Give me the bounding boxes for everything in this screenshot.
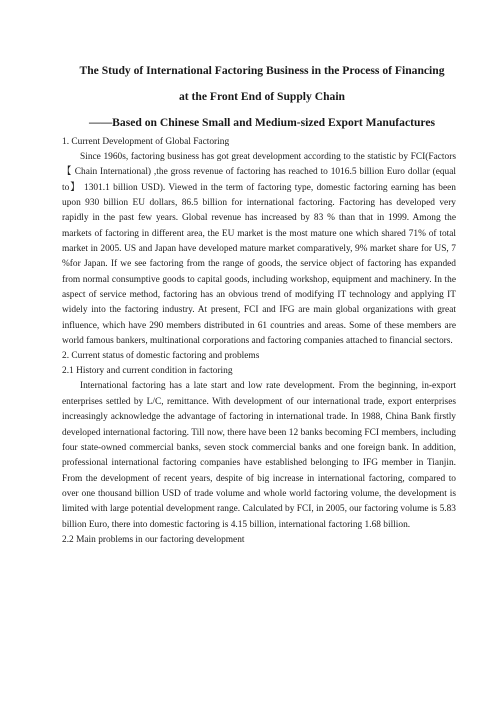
document-subtitle: ——Based on Chinese Small and Medium-sized Export Manufactures xyxy=(88,116,435,129)
section-2-1-heading: 2.1 History and current condition in factoring xyxy=(62,366,233,377)
section-1-paragraph: Since 1960s, factoring business has got great development according to the statistic by FCI(Factors【 Chain International) ,the gross revenue of factoring has reached to 1016.5 billion Euro dollar (equal to】 1301.1 billion USD). Viewed in the term of factoring type, domestic factoring earning has been upon 930 billion EU dollars, 86.5 billion for international factoring. Factoring has developed very rapidly in the past few years. Global revenue has increased by 83 % than that in 1999. Among the markets of factoring in different area, the EU market is the most mature one which shared 71% of total market in 2005. US and Japan have developed mature market comparatively, 9% market share for US, 7 %for Japan. If we see factoring from the range of goods, the service object of factoring has expanded from normal consumptive goods to capital goods, including workshop, equipment and machinery. In the aspect of service method, factoring has an obvious trend of modifying IT technology and applying IT widely into the factoring industry. At present, FCI and IFG are main global organizations with great influence, which have 290 members distributed in 61 countries and areas. Some of these members are world famous bankers, multinational corporations and factoring companies attached to financial sectors. xyxy=(62,152,456,347)
document-title-line1: The Study of International Factoring Business in the Process of Financing xyxy=(79,64,445,77)
section-2-1-paragraph: International factoring has a late start and low rate development. From the beginning, in-export enterprises settled by L/C, remittance. With development of our international trade, export enterprises increasingly acknowledge the advantage of factoring in international trade. In 1988, China Bank firstly developed international factoring. Till now, there have been 12 banks becoming FCI members, including four state-owned commercial banks, seven stock commercial banks and one foreign bank. In addition, professional international factoring companies have established belonging to IFG member in Tianjin. From the development of recent years, despite of big increase in international factoring, compared to over one thousand billion USD of trade volume and whole world factoring volume, the development is limited with large potential development range. Calculated by FCI, in 2005, our factoring volume is 5.83 billion Euro, there into domestic factoring is 4.15 billion, international factoring 1.68 billion. xyxy=(62,381,456,530)
section-2-heading: 2. Current status of domestic factoring and problems xyxy=(62,351,260,362)
section-1-heading: 1. Current Development of Global Factoring xyxy=(62,137,230,147)
document-title-line2: at the Front End of Supply Chain xyxy=(178,90,345,103)
section-2-2-heading: 2.2 Main problems in our factoring development xyxy=(62,534,245,545)
